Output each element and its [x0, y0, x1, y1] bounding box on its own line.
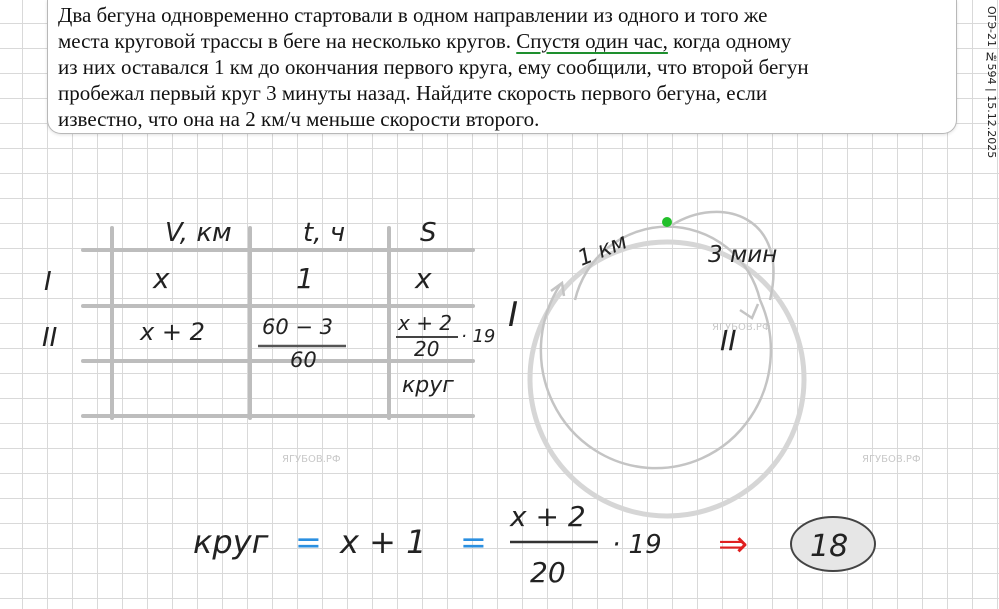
row2-s-multiplier: · 19: [461, 326, 496, 347]
problem-line-2-end: когда одному: [667, 29, 792, 53]
header-t: t, ч: [303, 218, 346, 248]
header-v: V, км: [165, 218, 232, 248]
problem-line-2-start: места круговой трассы в беге на несколько кругов.: [58, 29, 517, 53]
row1-v: x: [153, 262, 170, 295]
source-tag: ОГЭ-21 №594 | 15.12.2025: [985, 6, 998, 159]
watermarks: [282, 322, 921, 465]
row2-v: x + 2: [140, 318, 205, 346]
watermark: ЯГУБОВ.РФ: [282, 454, 341, 465]
row2-s-unit: круг: [402, 373, 454, 398]
watermark: ЯГУБОВ.РФ: [862, 454, 921, 465]
runner-2-label: II: [720, 324, 737, 357]
runner2-arrowhead: [740, 304, 758, 318]
header-s: S: [420, 218, 437, 248]
row-label-1: I: [44, 267, 52, 297]
row1-s: x: [415, 262, 432, 295]
equals-sign-1: =: [295, 523, 322, 561]
row2-t-numerator: 60 − 3: [262, 315, 334, 339]
problem-line-1: Два бегуна одновременно стартовали в одном направлении из одного и того же: [58, 3, 768, 27]
label-3min: 3 мин: [708, 242, 778, 268]
equation-multiplier: · 19: [612, 530, 662, 560]
problem-highlight: Спустя один час,: [516, 29, 668, 53]
implies-arrow: ⇒: [718, 524, 749, 565]
equation-denominator: 20: [530, 556, 566, 589]
start-point: [662, 217, 672, 227]
equals-sign-2: =: [460, 523, 487, 561]
equation-lhs: круг: [193, 523, 269, 561]
problem-line-4: пробежал первый круг 3 минуты назад. Найдите скорость первого бегуна, если: [58, 81, 768, 105]
row2-s-denominator: 20: [414, 337, 440, 361]
equation: [193, 500, 875, 589]
answer-value: 18: [810, 529, 849, 564]
problem-line-3: из них оставался 1 км до окончания первого круга, ему сообщили, что второй бегун: [58, 55, 809, 79]
row2-s-numerator: x + 2: [398, 311, 453, 335]
equation-numerator: x + 2: [510, 500, 586, 533]
row-label-2: II: [42, 323, 58, 353]
row1-t: 1: [296, 262, 314, 295]
row2-t-denominator: 60: [290, 348, 317, 372]
watermark: ЯГУБОВ.РФ: [712, 322, 771, 333]
runner-1-label: I: [508, 295, 519, 335]
problem-line-5: известно, что она на 2 км/ч меньше скорости второго.: [58, 107, 540, 131]
equation-middle: x + 1: [340, 523, 427, 561]
track-diagram: [508, 212, 804, 516]
track-outer: [530, 242, 804, 516]
label-1km: 1 км: [574, 229, 631, 272]
